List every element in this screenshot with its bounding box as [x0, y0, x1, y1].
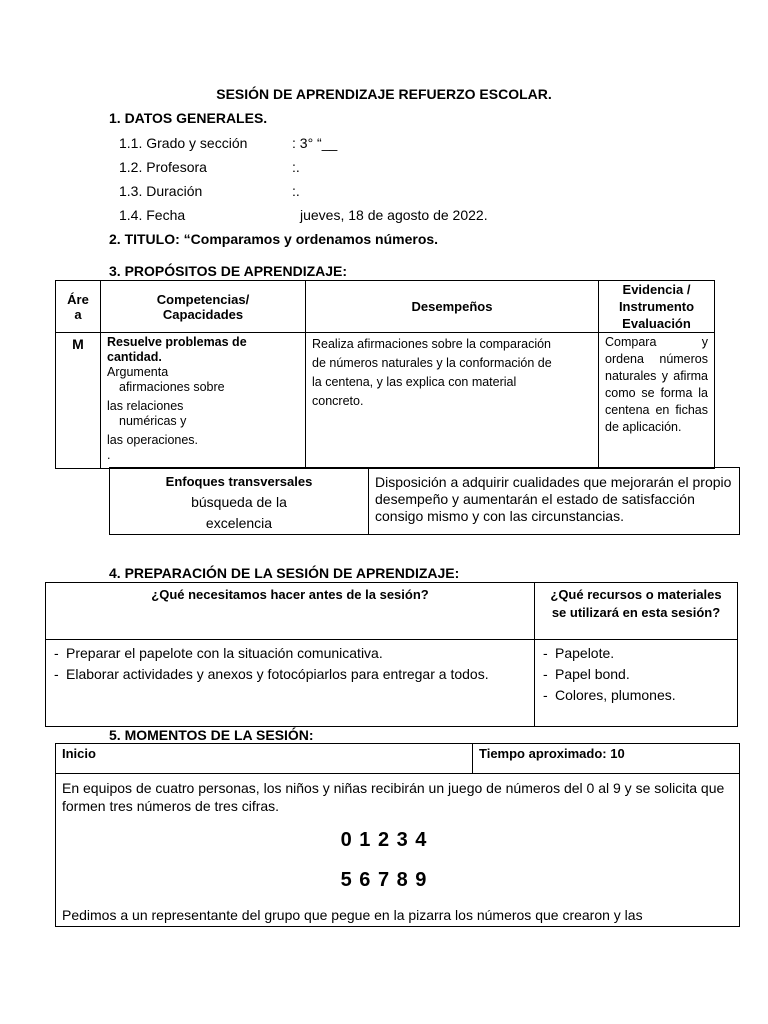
duracion-label: 1.3. Duración	[119, 183, 203, 199]
inicio-paragraph-2: Pedimos a un representante del grupo que pegue en la pizarra los números que crearon y las	[62, 907, 643, 923]
resource-item-3: - Colores, plumones.	[537, 685, 737, 706]
tiempo-cell: Tiempo aproximado: 10	[473, 744, 740, 774]
enfoques-table	[109, 467, 740, 535]
section-4-heading: 4. PREPARACIÓN DE LA SESIÓN DE APRENDIZAJE:	[109, 565, 460, 581]
section-1-heading: 1. DATOS GENERALES.	[109, 110, 268, 126]
competencia-cell	[101, 333, 306, 469]
before-item-1: - Preparar el papelote con la situación comunicativa.	[48, 643, 494, 664]
enfoque-label: Enfoques transversales	[165, 474, 313, 489]
preparation-table	[45, 582, 738, 727]
inicio-cell: Inicio	[56, 744, 473, 774]
capacidad-line-6: .	[107, 448, 111, 462]
col-area-header	[56, 281, 101, 333]
fecha-value: jueves, 18 de agosto de 2022.	[300, 207, 488, 223]
col-desempenos-header: Desempeños	[306, 281, 599, 333]
resource-item-1: - Papelote.	[537, 643, 737, 664]
grado-label: 1.1. Grado y sección	[119, 135, 248, 151]
desempeno-cell: Realiza afirmaciones sobre la comparación de números naturales y la conformación de la centena, y las explica con material concreto.	[306, 333, 599, 469]
col-area-line2: a	[74, 306, 82, 322]
col-before-header: ¿Qué necesitamos hacer antes de la sesión?	[46, 583, 535, 640]
section-5-heading: 5. MOMENTOS DE LA SESIÓN:	[109, 727, 314, 743]
col-competencias-header: Competencias/ Capacidades	[101, 281, 306, 333]
profesora-value: :.	[292, 159, 300, 175]
before-cell	[46, 640, 535, 727]
digits-row-1: 0 1 2 3 4	[340, 829, 428, 851]
duracion-value: :.	[292, 183, 300, 199]
inicio-paragraph-1: En equipos de cuatro personas, los niños y niñas recibirán un juego de números del 0 al 9 y se solicita que formen tres números de tres cifras.	[62, 780, 725, 814]
capacidad-line-5: las operaciones.	[107, 433, 199, 447]
profesora-label: 1.2. Profesora	[119, 159, 207, 175]
capacidad-line-3: las relaciones	[107, 399, 184, 413]
before-item-2: - Elaborar actividades y anexos y fotocópiarlos para entregar a todos.	[48, 664, 494, 685]
grado-value: : 3° “__	[292, 135, 338, 151]
col-evidencia-header: Evidencia / Instrumento Evaluación	[599, 281, 715, 333]
digits-row-2: 5 6 7 8 9	[340, 869, 428, 891]
capacidad-line-4: numéricas y	[119, 414, 187, 428]
document-title: SESIÓN DE APRENDIZAJE REFUERZO ESCOLAR.	[216, 86, 552, 102]
col-resources-header: ¿Qué recursos o materiales se utilizará en esta sesión?	[535, 583, 738, 640]
enfoque-description: Disposición a adquirir cualidades que mejorarán el propio desempeño y aumentarán el estado de satisfacción consigo mismo y con las circunstancias.	[369, 468, 740, 535]
resource-item-2: - Papel bond.	[537, 664, 737, 685]
fecha-label: 1.4. Fecha	[119, 207, 186, 223]
capacidad-line-2: afirmaciones sobre	[119, 380, 225, 394]
area-cell: M	[56, 333, 101, 469]
resources-cell	[535, 640, 738, 727]
enfoque-cell	[110, 468, 369, 535]
purposes-table	[55, 280, 715, 469]
col-area-line1: Áre	[67, 291, 89, 307]
capacidad-line-1: Argumenta	[107, 365, 169, 379]
competencia-text: Resuelve problemas de cantidad.	[107, 335, 247, 364]
enfoque-value: búsqueda de la excelencia	[191, 494, 287, 531]
section-2-heading: 2. TITULO: “Comparamos y ordenamos números.	[109, 231, 439, 247]
section-3-heading: 3. PROPÓSITOS DE APRENDIZAJE:	[109, 263, 348, 279]
evidencia-cell: Compara y ordena números naturales y afirma como se forma la centena en fichas de aplicación.	[599, 333, 715, 469]
